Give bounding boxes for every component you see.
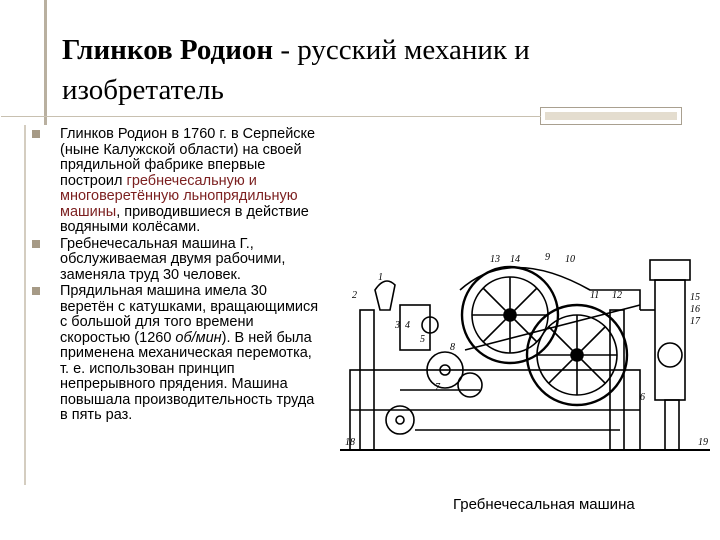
title-accent-bar [44, 0, 47, 125]
part-label: 4 [405, 320, 410, 331]
bullet-marker-icon [32, 130, 40, 138]
part-label: 15 [690, 292, 700, 303]
part-label: 19 [698, 437, 708, 448]
part-label: 9 [545, 252, 550, 263]
bullet-item [0, 237, 320, 284]
bullet-text [60, 126, 315, 235]
part-label: 13 [490, 254, 500, 265]
part-label: 14 [510, 254, 520, 265]
title-bold: Глинков Родион [62, 34, 274, 66]
part-label: 8 [450, 342, 455, 353]
part-label: 10 [565, 254, 575, 265]
part-label: 18 [345, 437, 355, 448]
part-label: 17 [690, 316, 700, 327]
bullet-text [60, 283, 318, 423]
title-rest: - русский механик и изобретатель [62, 34, 530, 106]
text-run: , приводившиеся в действие водяными колёсами. [60, 203, 309, 235]
part-label: 2 [352, 290, 357, 301]
decorative-rectangle [540, 107, 682, 125]
part-label: 12 [612, 290, 622, 301]
bullet-marker-icon [32, 240, 40, 248]
text-run: Глинков Родион в 1760 г. в Серпейске (ныне Калужской области) на своей прядильной фабрике впервые построил [60, 126, 316, 189]
part-label: 11 [590, 290, 600, 301]
bullet-text [60, 236, 285, 283]
highlighted-text: гребнечесальную и многоверетённую льнопрядильную машины [60, 172, 298, 220]
part-label: 7 [435, 382, 440, 393]
comb-machine-drawing [340, 250, 715, 470]
figure-caption: Гребнечесальная машина [453, 496, 635, 513]
text-run: Гребнечесальная машина Г., обслуживаемая двумя рабочими, заменяла труд 30 человек. [60, 235, 286, 283]
bullet-list [0, 127, 320, 424]
part-label: 5 [420, 334, 425, 345]
bullet-item [0, 284, 320, 424]
text-run: Прядильная машина имела 30 веретён с катушками, вращающимися с большой для того времени скоростью (1260 [60, 283, 319, 346]
slide-title [62, 30, 662, 110]
text-run: ). В ней была применена механическая перемотка, т. е. использован принцип непрерывного прядения. Машина повышала производительность труда в пять раз. [60, 329, 315, 423]
bullet-marker-icon [32, 287, 40, 295]
part-label: 1 [378, 272, 383, 283]
text-run: об/мин [175, 329, 222, 346]
part-label: 6 [640, 392, 645, 403]
part-label: 16 [690, 304, 700, 315]
bullet-item [0, 127, 320, 236]
part-label: 3 [395, 320, 400, 331]
